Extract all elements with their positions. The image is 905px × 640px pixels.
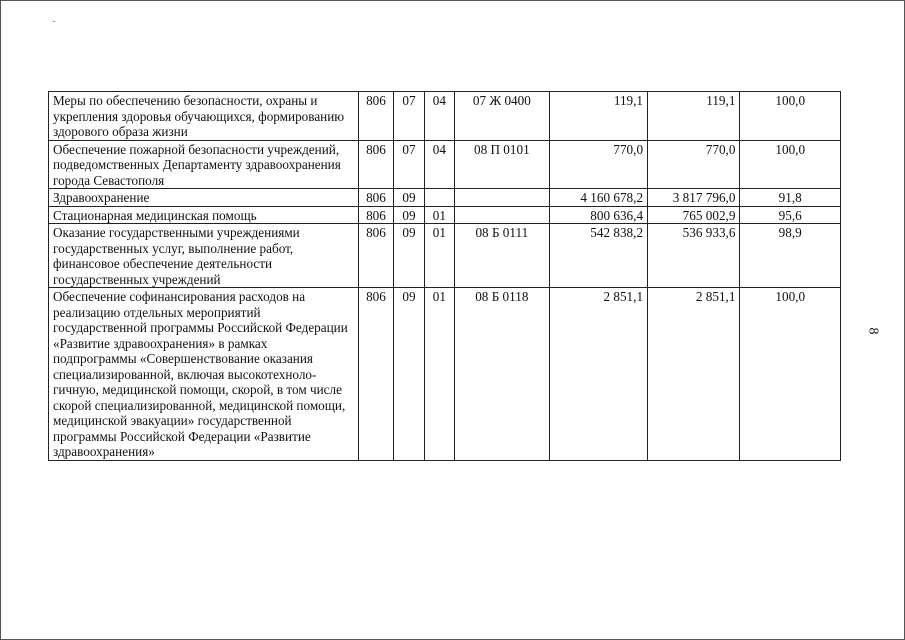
row-code: 806 (358, 92, 394, 141)
margin-mark (53, 21, 55, 22)
table-row (49, 189, 841, 207)
row-actual: 3 817 796,0 (648, 189, 740, 207)
row-section: 09 (394, 288, 424, 461)
row-subsection: 04 (424, 140, 454, 189)
row-section: 07 (394, 140, 424, 189)
row-code: 806 (358, 206, 394, 224)
row-subsection: 04 (424, 92, 454, 141)
budget-table (48, 91, 841, 461)
row-actual: 536 933,6 (648, 224, 740, 288)
row-article: 08 Б 0111 (455, 224, 549, 288)
row-plan: 119,1 (549, 92, 647, 141)
row-name: Стационарная медицинская помощь (49, 206, 359, 224)
row-section: 09 (394, 189, 424, 207)
row-subsection (424, 189, 454, 207)
row-subsection: 01 (424, 206, 454, 224)
row-name: Меры по обеспечению безопасности, охраны и укрепления здоровья обучающихся, формированию здорового образа жизни (49, 92, 359, 141)
row-percent: 100,0 (740, 288, 841, 461)
row-percent: 100,0 (740, 140, 841, 189)
table-row (49, 140, 841, 189)
row-name: Оказание государственными учреждениями государственных услуг, выполнение работ, финансовое обеспечение деятельности государственных учреждений (49, 224, 359, 288)
row-subsection: 01 (424, 288, 454, 461)
row-section: 07 (394, 92, 424, 141)
row-code: 806 (358, 288, 394, 461)
row-code: 806 (358, 224, 394, 288)
page-number: 8 (865, 327, 881, 335)
row-plan: 800 636,4 (549, 206, 647, 224)
row-name: Обеспечение софинансирования расходов на реализацию отдельных мероприятий государственной программы Российской Федерации «Развитие здравоохранения» в рамках подпрограммы «Совершенствование оказания специализированной, включая высокотехноло-гичную, медицинской помощи, скорой, в том числе скорой специализированной, медицинской помощи, медицинской эвакуации» государственной программы Российской Федерации «Развитие здравоохранения» (49, 288, 359, 461)
row-section: 09 (394, 224, 424, 288)
row-plan: 2 851,1 (549, 288, 647, 461)
row-actual: 2 851,1 (648, 288, 740, 461)
row-percent: 95,6 (740, 206, 841, 224)
row-actual: 770,0 (648, 140, 740, 189)
row-percent: 91,8 (740, 189, 841, 207)
row-subsection: 01 (424, 224, 454, 288)
table-row (49, 206, 841, 224)
row-article (455, 206, 549, 224)
row-article (455, 189, 549, 207)
row-actual: 119,1 (648, 92, 740, 141)
row-code: 806 (358, 189, 394, 207)
row-percent: 98,9 (740, 224, 841, 288)
row-section: 09 (394, 206, 424, 224)
row-actual: 765 002,9 (648, 206, 740, 224)
row-article: 08 Б 0118 (455, 288, 549, 461)
table-row (49, 288, 841, 461)
row-plan: 542 838,2 (549, 224, 647, 288)
row-article: 08 П 0101 (455, 140, 549, 189)
row-article: 07 Ж 0400 (455, 92, 549, 141)
table-row (49, 92, 841, 141)
row-name: Обеспечение пожарной безопасности учреждений, подведомственных Департаменту здравоохранения города Севастополя (49, 140, 359, 189)
row-plan: 770,0 (549, 140, 647, 189)
row-name: Здравоохранение (49, 189, 359, 207)
row-plan: 4 160 678,2 (549, 189, 647, 207)
row-percent: 100,0 (740, 92, 841, 141)
row-code: 806 (358, 140, 394, 189)
table-row (49, 224, 841, 288)
